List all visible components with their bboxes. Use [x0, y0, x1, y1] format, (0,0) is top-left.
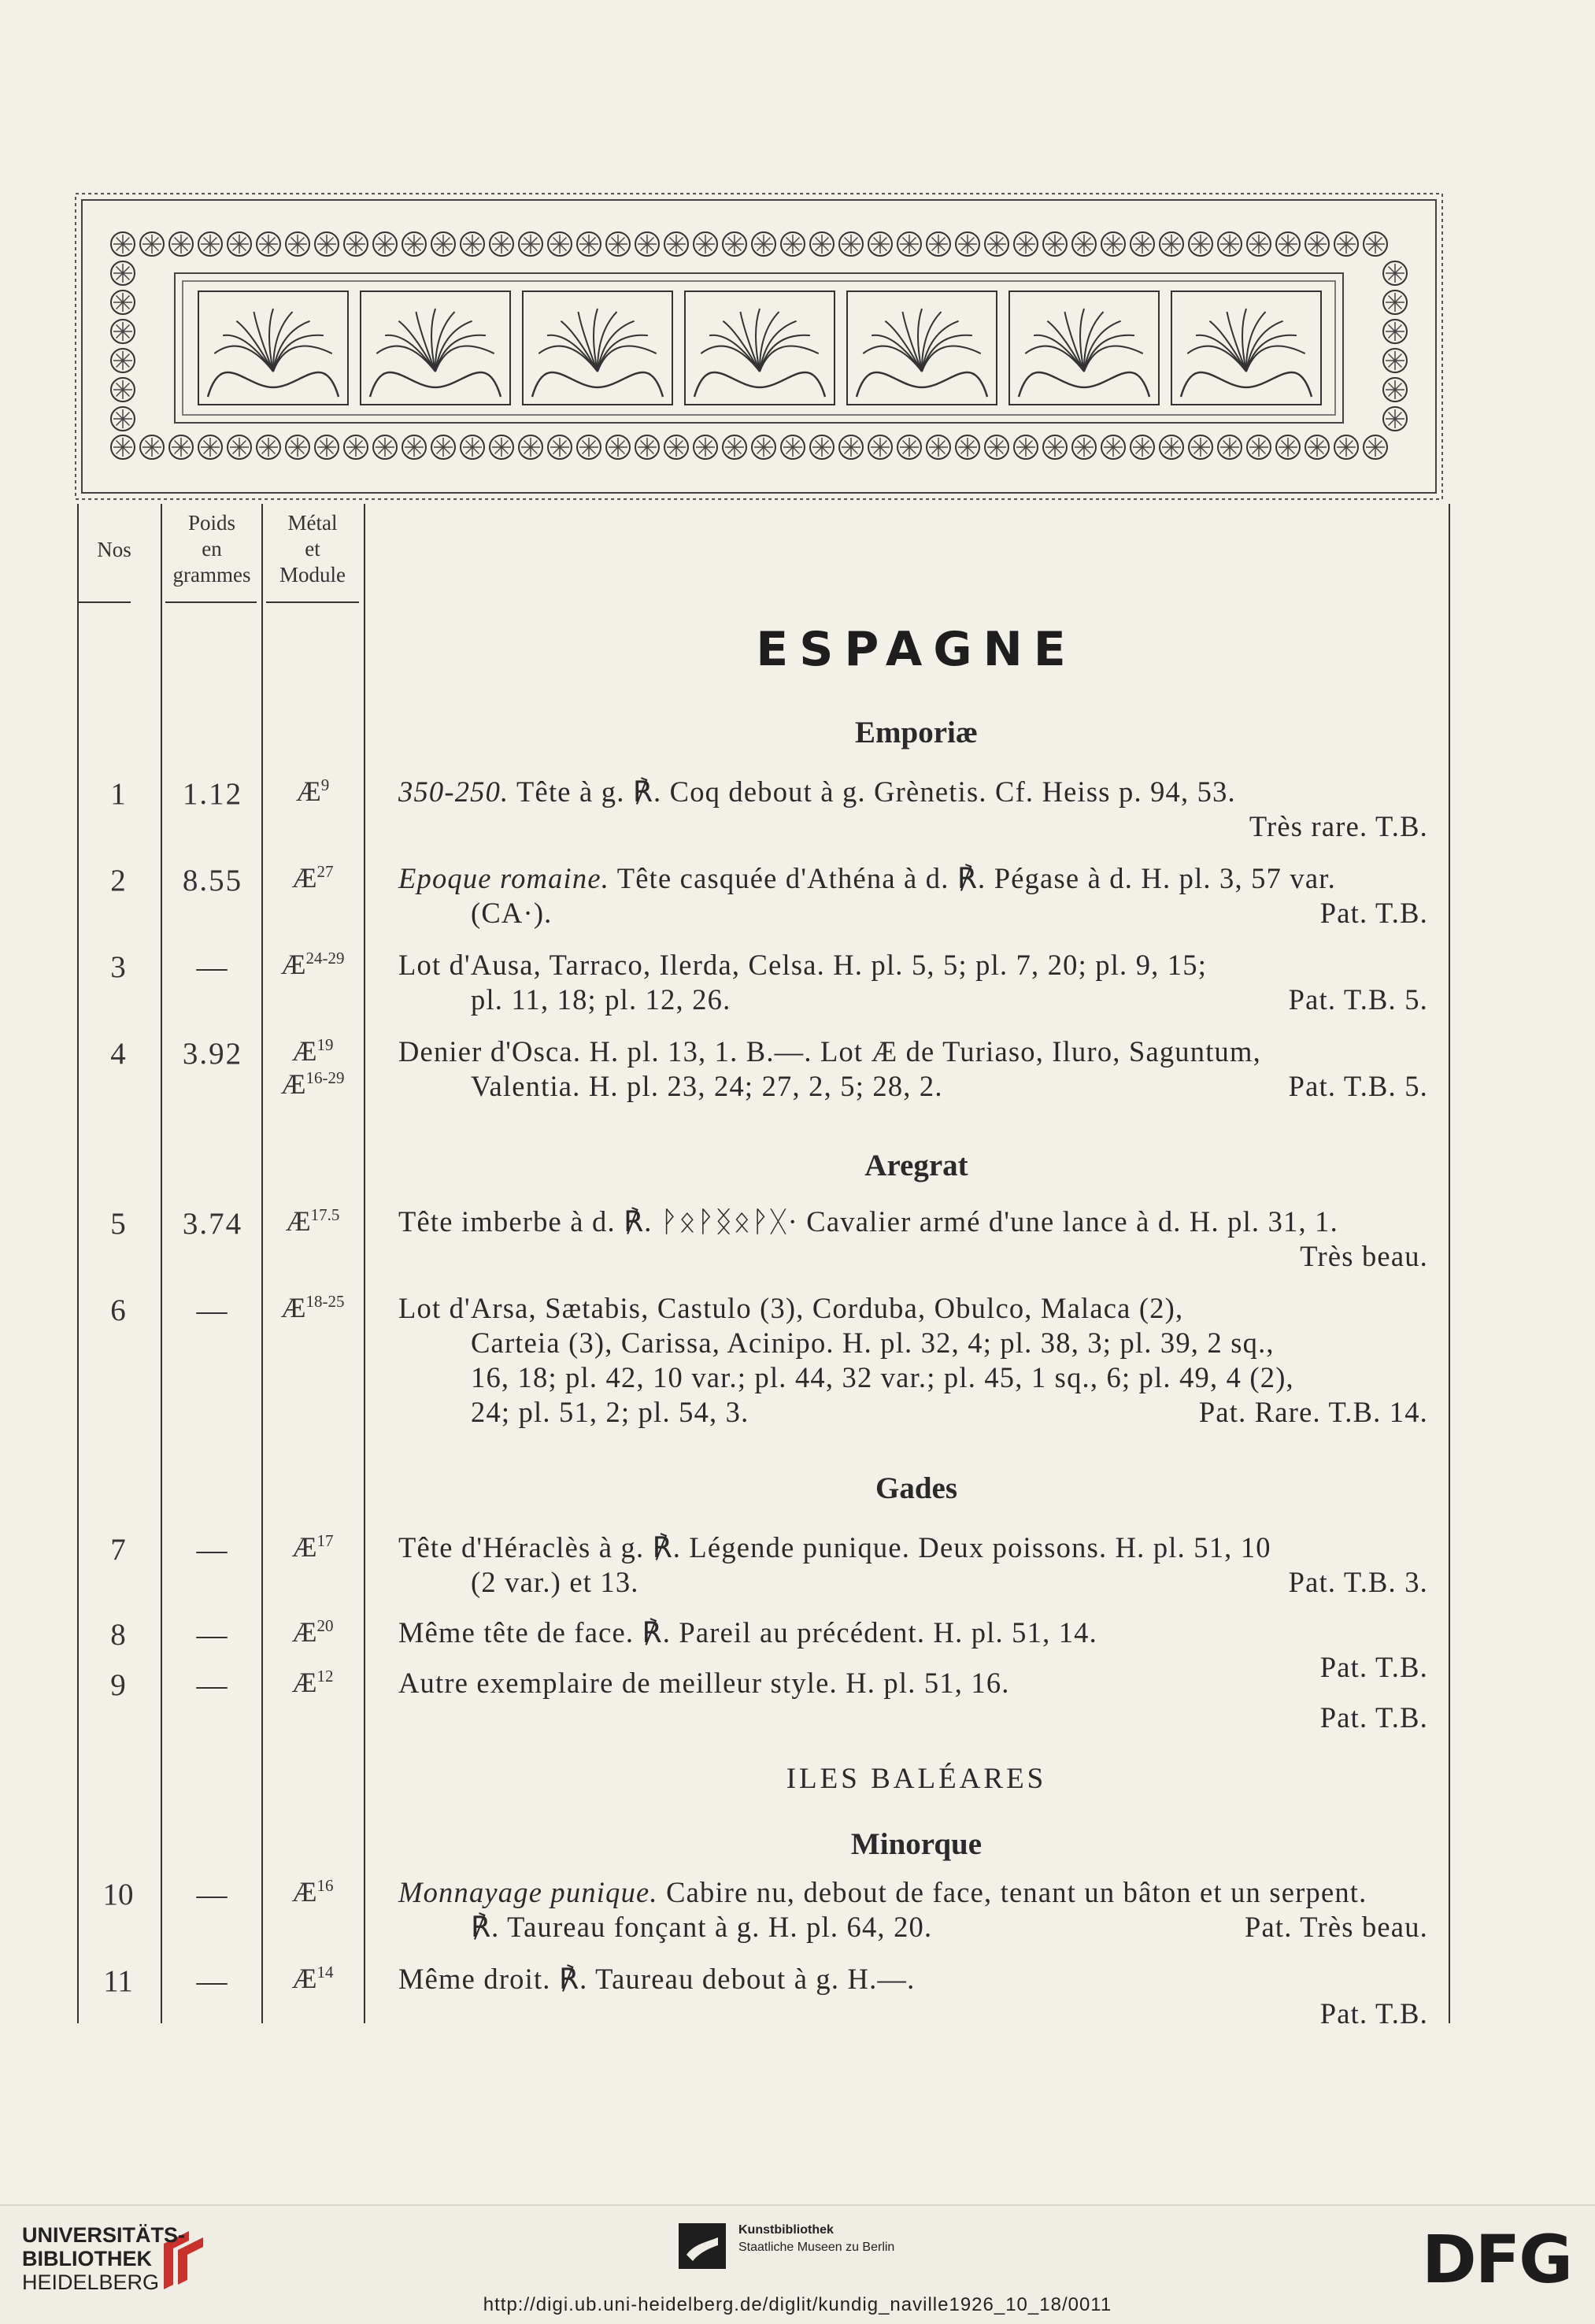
- section-heading: Gades: [875, 1471, 957, 1505]
- col-head-metal: Métal et Module: [279, 511, 346, 587]
- kunstbibliothek-wordmark: Kunstbibliothek Staatliche Museen zu Berlin: [738, 2223, 895, 2254]
- module-size: 14: [316, 1963, 334, 1982]
- description-line: Denier d'Osca. H. pl. 13, 1. B.—. Lot Æ de Turiaso, Iluro, Saguntum,: [398, 1035, 1261, 1068]
- description-line: Monnayage punique. Cabire nu, debout de face, tenant un bâton et un serpent.: [398, 1876, 1367, 1908]
- module-size: 18-25: [305, 1292, 345, 1311]
- entry-description: [398, 1291, 1428, 1430]
- entry-weight: —: [196, 1964, 229, 1998]
- entry-description: [398, 1666, 1428, 1735]
- palmette-frieze: [198, 291, 1321, 405]
- metal-symbol: Æ: [291, 1876, 317, 1908]
- entry-number: 9: [110, 1668, 126, 1702]
- entry-number: 3: [110, 950, 126, 984]
- entry-number: 10: [102, 1878, 134, 1911]
- grade-note: Très beau.: [1300, 1240, 1428, 1272]
- module-size: 17.5: [310, 1205, 340, 1224]
- entry-number: 7: [110, 1533, 126, 1567]
- description-line: Lot d'Arsa, Sætabis, Castulo (3), Corduba, Obulco, Malaca (2),: [398, 1292, 1184, 1324]
- entry-metal-module: [263, 861, 362, 894]
- metal-symbol: Æ: [291, 1531, 317, 1563]
- entry-metal-module: [263, 948, 362, 981]
- metal-symbol: Æ: [291, 1963, 317, 1994]
- description-line: [398, 1360, 1428, 1395]
- description-line: Epoque romaine. Tête casquée d'Athéna à d. ℟. Pégase à d. H. pl. 3, 57 var.: [398, 862, 1336, 894]
- period-label: 350-250.: [398, 775, 509, 808]
- description-line: [398, 1910, 1428, 1945]
- entry-weight: —: [196, 1618, 229, 1652]
- header-rule-num: [79, 601, 131, 603]
- metal-symbol: Æ: [291, 1616, 317, 1648]
- entry-metal-module: [263, 1291, 362, 1324]
- kunstbibliothek-logo: [679, 2223, 726, 2269]
- entry-metal-module: [263, 1615, 362, 1649]
- description-line: [398, 896, 1428, 931]
- entry-metal-module: [263, 1530, 362, 1564]
- footer-bar: [0, 2204, 1595, 2324]
- section-heading: Emporiæ: [855, 716, 978, 749]
- description-line: [398, 1326, 1428, 1360]
- description-line: [398, 1069, 1428, 1104]
- metal-symbol: Æ: [295, 775, 321, 807]
- entry-metal-module: [263, 775, 362, 808]
- description-line: Même droit. ℟. Taureau debout à g. H.—.: [398, 1963, 916, 1995]
- module-size: 12: [316, 1667, 334, 1686]
- frame-line-left: [77, 504, 79, 2023]
- module-size: 17: [316, 1531, 334, 1550]
- entry-weight: 3.92: [182, 1037, 243, 1071]
- frame-line-weight: [261, 504, 263, 2023]
- grade-note: Pat. T.B. 3.: [1288, 1566, 1428, 1598]
- entry-number: 5: [110, 1207, 126, 1241]
- description-text: (2 var.) et 13.: [471, 1566, 639, 1598]
- entry-metal-module: [263, 1034, 362, 1101]
- metal-symbol: Æ: [291, 862, 317, 894]
- entry-metal-module: [263, 1962, 362, 1995]
- entry-metal-module: [263, 1666, 362, 1699]
- page-title: ESPAGNE: [756, 622, 1077, 677]
- header-rule-weight: [165, 601, 257, 603]
- description-text: 16, 18; pl. 42, 10 var.; pl. 44, 32 var.; pl. 45, 1 sq., 6; pl. 49, 4 (2),: [471, 1361, 1294, 1393]
- description-line: 350-250. Tête à g. ℟. Coq debout à g. Grènetis. Cf. Heiss p. 94, 53.: [398, 775, 1236, 808]
- grade-note: Pat. T.B.: [1319, 1701, 1428, 1734]
- section-heading: ILES BALÉARES: [786, 1763, 1047, 1795]
- grade-note: Pat. Rare. T.B. 14.: [1198, 1396, 1428, 1428]
- entry-weight: —: [196, 1533, 229, 1567]
- metal-symbol: Æ: [285, 1205, 311, 1237]
- metal-symbol: Æ: [291, 1035, 317, 1067]
- entry-weight: —: [196, 1668, 229, 1702]
- description-line: [398, 1565, 1428, 1600]
- entry-description: [398, 1962, 1428, 2031]
- description-text: (CA·).: [471, 897, 553, 929]
- description-text: Valentia. H. pl. 23, 24; 27, 2, 5; 28, 2.: [471, 1070, 943, 1102]
- period-label: Epoque romaine.: [398, 862, 610, 894]
- col-head-weight: Poids en grammes: [172, 511, 251, 587]
- entry-description: [398, 1875, 1428, 1945]
- metal-symbol: Æ: [280, 949, 306, 980]
- entry-weight: —: [196, 1878, 229, 1911]
- grade-note: Pat. T.B. 5.: [1288, 983, 1428, 1016]
- entry-metal-module: [263, 1875, 362, 1908]
- description-line: [398, 1395, 1428, 1430]
- col-head-number: Nos: [97, 538, 131, 561]
- grade-note: Pat. T.B.: [1319, 1651, 1428, 1683]
- entry-description: [398, 861, 1428, 931]
- description-text: 24; pl. 51, 2; pl. 54, 3.: [471, 1396, 749, 1428]
- metal-symbol: Æ: [280, 1292, 306, 1323]
- entry-number: 6: [110, 1293, 126, 1327]
- entry-description: [398, 1205, 1428, 1274]
- entry-number: 11: [103, 1964, 133, 1998]
- module-size: 20: [316, 1616, 334, 1635]
- entry-number: 1: [110, 777, 126, 811]
- entry-number: 8: [110, 1618, 126, 1652]
- entry-weight: —: [196, 950, 229, 984]
- entry-weight: —: [196, 1293, 229, 1327]
- description-line: Tête d'Héraclès à g. ℟. Légende punique. Deux poissons. H. pl. 51, 10: [398, 1531, 1271, 1564]
- section-heading: Aregrat: [864, 1149, 968, 1182]
- grade-note: Pat. T.B.: [1319, 897, 1428, 929]
- period-label: Monnayage punique.: [398, 1876, 658, 1908]
- dfg-logo: DFG: [1422, 2221, 1572, 2298]
- description-text: Carteia (3), Carissa, Acinipo. H. pl. 32, 4; pl. 38, 3; pl. 39, 2 sq.,: [471, 1327, 1275, 1359]
- section-heading: Minorque: [850, 1827, 983, 1861]
- description-line: Autre exemplaire de meilleur style. H. pl. 51, 16.: [398, 1667, 1010, 1699]
- ub-heidelberg-wordmark: UNIVERSITÄTS- BIBLIOTHEK HEIDELBERG: [22, 2223, 186, 2294]
- grade-note: Pat. T.B. 5.: [1288, 1070, 1428, 1102]
- entry-weight: 8.55: [182, 864, 243, 897]
- description-line: Même tête de face. ℟. Pareil au précédent. H. pl. 51, 14.: [398, 1616, 1097, 1649]
- header-rule-metal: [266, 601, 359, 603]
- frame-line-num: [161, 504, 162, 2023]
- description-text: ℟. Taureau fonçant à g. H. pl. 64, 20.: [471, 1911, 933, 1943]
- description-line: Lot d'Ausa, Tarraco, Ilerda, Celsa. H. pl. 5, 5; pl. 7, 20; pl. 9, 15;: [398, 949, 1208, 981]
- description-line: [398, 983, 1428, 1017]
- description-text: pl. 11, 18; pl. 12, 26.: [471, 983, 731, 1016]
- entry-description: [398, 1034, 1428, 1104]
- entry-metal-module: [263, 1205, 362, 1238]
- entry-number: 4: [110, 1037, 126, 1071]
- module-size: 24-29: [305, 949, 345, 968]
- module-size: 9: [320, 775, 330, 794]
- module-size: 19: [316, 1035, 334, 1054]
- ornamental-header-band: [72, 191, 1445, 502]
- entry-number: 2: [110, 864, 126, 897]
- module-size: 27: [316, 862, 334, 881]
- entry-weight: 3.74: [182, 1207, 243, 1241]
- grade-note: Pat. Très beau.: [1245, 1911, 1428, 1943]
- metal-symbol: Æ: [280, 1068, 306, 1100]
- description-line: Tête imberbe à d. ℟. ᚹᛟᚹᛝᛟᚹᚷ· Cavalier armé d'une lance à d. H. pl. 31, 1.: [398, 1205, 1338, 1238]
- entry-description: [398, 775, 1428, 844]
- module-size: 16-29: [305, 1068, 345, 1087]
- grade-note: Pat. T.B.: [1319, 1997, 1428, 2030]
- grade-note: Très rare. T.B.: [1249, 810, 1428, 842]
- module-size: 16: [316, 1876, 334, 1895]
- metal-symbol: Æ: [291, 1667, 317, 1698]
- entry-description: [398, 948, 1428, 1017]
- entry-description: [398, 1530, 1428, 1600]
- entry-weight: 1.12: [182, 777, 243, 811]
- source-url[interactable]: http://digi.ub.uni-heidelberg.de/diglit/kundig_naville1926_10_18/0011: [483, 2294, 1112, 2315]
